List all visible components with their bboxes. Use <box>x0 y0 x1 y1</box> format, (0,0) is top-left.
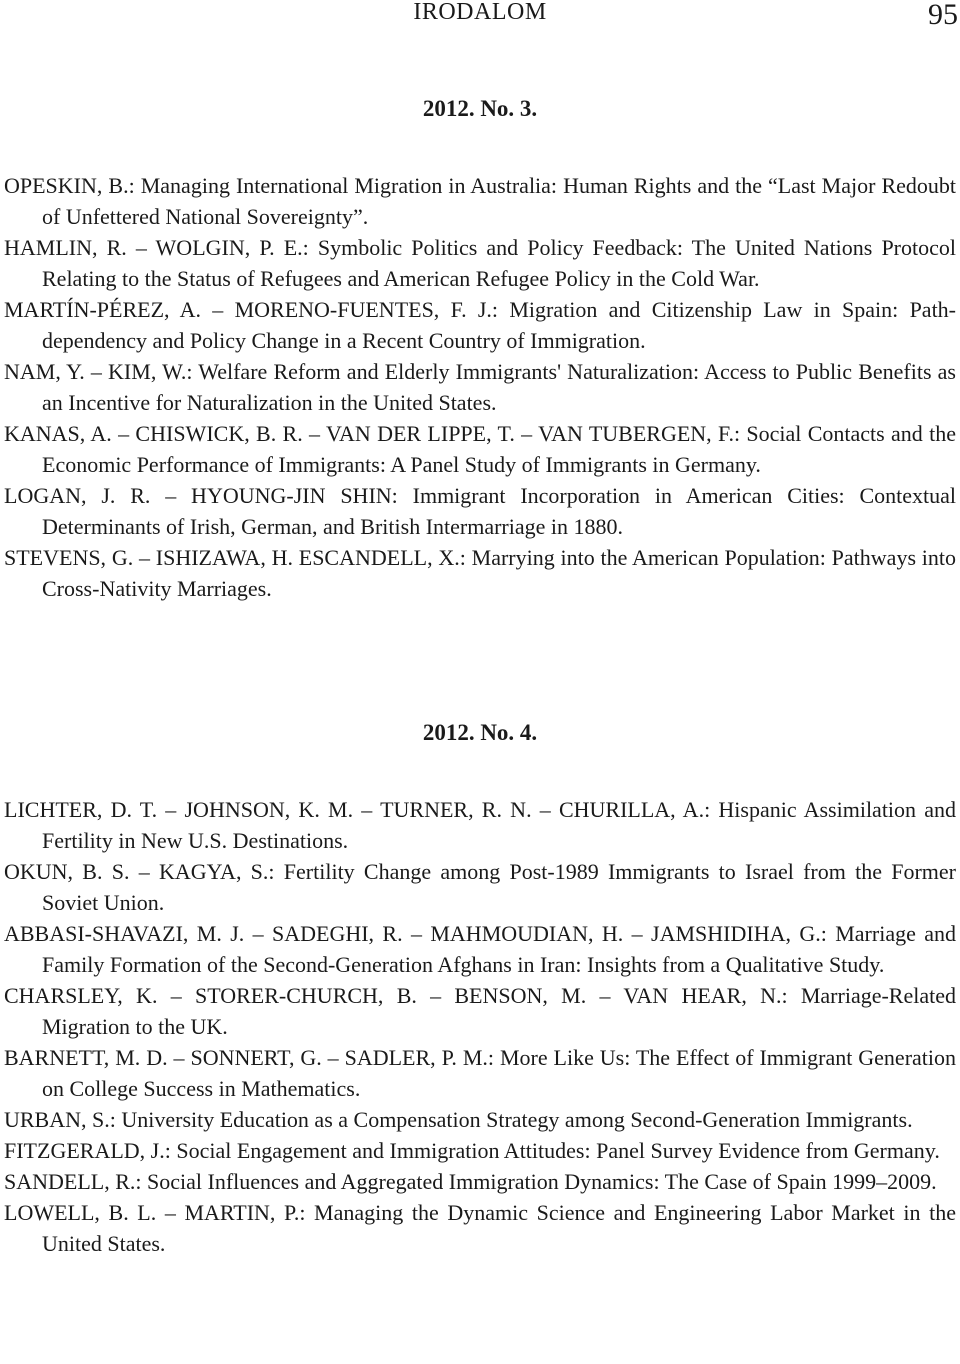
entry-authors: FITZGERALD, J.: <box>4 1138 171 1163</box>
entry-authors: ABBASI-SHAVAZI, M. J. – SADEGHI, R. – MAHMOUDIAN, H. – JAMSHIDIHA, G.: <box>4 921 827 946</box>
bibliography-entry <box>0 542 960 604</box>
entry-title: Managing the Dynamic Science and Engineering Labor Market in the United States. <box>42 1200 956 1256</box>
entry-authors: NAM, Y. – KIM, W.: <box>4 359 193 384</box>
entry-authors: KANAS, A. – CHISWICK, B. R. – VAN DER LIPPE, T. – VAN TUBERGEN, F.: <box>4 421 741 446</box>
entry-title: More Like Us: The Effect of Immigrant Generation on College Success in Mathematics. <box>42 1045 957 1101</box>
entry-authors: STEVENS, G. – ISHIZAWA, H. ESCANDELL, X.: <box>4 545 466 570</box>
bibliography-entry <box>0 1135 960 1166</box>
entry-authors: CHARSLEY, K. – STORER-CHURCH, B. – BENSON, M. – VAN HEAR, N.: <box>4 983 788 1008</box>
bibliography-entry <box>0 1197 960 1259</box>
entry-title: University Education as a Compensation Strategy among Second-Generation Immigrants. <box>121 1107 913 1132</box>
entry-title: Social Engagement and Immigration Attitudes: Panel Survey Evidence from Germany. <box>176 1138 940 1163</box>
bibliography-list <box>0 794 960 1259</box>
issue-section-no4 <box>0 717 960 1259</box>
entry-title: Welfare Reform and Elderly Immigrants' Naturalization: Access to Public Benefits as an Incentive for Naturalization in the United States. <box>42 359 956 415</box>
entry-title: Hispanic Assimilation and Fertility in New U.S. Destinations. <box>42 797 957 853</box>
entry-title: Immigrant Incorporation in American Cities: Contextual Determinants of Irish, German, and British Intermarriage in 1880. <box>42 483 957 539</box>
bibliography-entry <box>0 1166 960 1197</box>
bibliography-entry <box>0 294 960 356</box>
entry-authors: LOGAN, J. R. – HYOUNG-JIN SHIN: <box>4 483 398 508</box>
bibliography-entry <box>0 356 960 418</box>
entry-title: Fertility Change among Post-1989 Immigrants to Israel from the Former Soviet Union. <box>42 859 957 915</box>
section-heading: 2012. No. 4. <box>422 720 538 745</box>
entry-authors: URBAN, S.: <box>4 1107 116 1132</box>
bibliography-entry <box>0 480 960 542</box>
bibliography-entry <box>0 1104 960 1135</box>
entry-authors: OPESKIN, B.: <box>4 173 135 198</box>
entry-title: Social Influences and Aggregated Immigration Dynamics: The Case of Spain 1999–2009. <box>147 1169 937 1194</box>
bibliography-entry <box>0 418 960 480</box>
issue-section-no3 <box>0 93 960 604</box>
entry-authors: HAMLIN, R. – WOLGIN, P. E.: <box>4 235 309 260</box>
bibliography-entry <box>0 856 960 918</box>
entry-title: Marrying into the American Population: Pathways into Cross-Nativity Marriages. <box>42 545 957 601</box>
entry-authors: LOWELL, B. L. – MARTIN, P.: <box>4 1200 306 1225</box>
entry-authors: BARNETT, M. D. – SONNERT, G. – SADLER, P. M.: <box>4 1045 494 1070</box>
entry-title: Marriage-Related Migration to the UK. <box>42 983 956 1039</box>
bibliography-entry <box>0 794 960 856</box>
entry-title: Marriage and Family Formation of the Second-Generation Afghans in Iran: Insights from a Qualitative Study. <box>42 921 956 977</box>
bibliography-entry <box>0 980 960 1042</box>
entry-title: Migration and Citizenship Law in Spain: Path-dependency and Policy Change in a Recent Country of Immigration. <box>42 297 957 353</box>
bibliography-entry <box>0 232 960 294</box>
entry-authors: OKUN, B. S. – KAGYA, S.: <box>4 859 275 884</box>
running-title: IRODALOM <box>413 0 547 25</box>
entry-title: Symbolic Politics and Policy Feedback: The United Nations Protocol Relating to the Status of Refugees and American Refugee Policy in the Cold War. <box>42 235 956 291</box>
page-number: 95 <box>928 0 958 31</box>
entry-authors: LICHTER, D. T. – JOHNSON, K. M. – TURNER, R. N. – CHURILLA, A.: <box>4 797 711 822</box>
entry-title: Social Contacts and the Economic Performance of Immigrants: A Panel Study of Immigrants in Germany. <box>42 421 956 477</box>
running-head <box>0 0 960 32</box>
bibliography-entry <box>0 918 960 980</box>
entry-authors: MARTÍN-PÉREZ, A. – MORENO-FUENTES, F. J.: <box>4 297 499 322</box>
bibliography-list <box>0 170 960 604</box>
section-heading: 2012. No. 3. <box>422 96 538 121</box>
entry-title: Managing International Migration in Australia: Human Rights and the “Last Major Redoubt of Unfettered National Sovereignty”. <box>42 173 956 229</box>
bibliography-entry <box>0 170 960 232</box>
entry-authors: SANDELL, R.: <box>4 1169 142 1194</box>
bibliography-entry <box>0 1042 960 1104</box>
